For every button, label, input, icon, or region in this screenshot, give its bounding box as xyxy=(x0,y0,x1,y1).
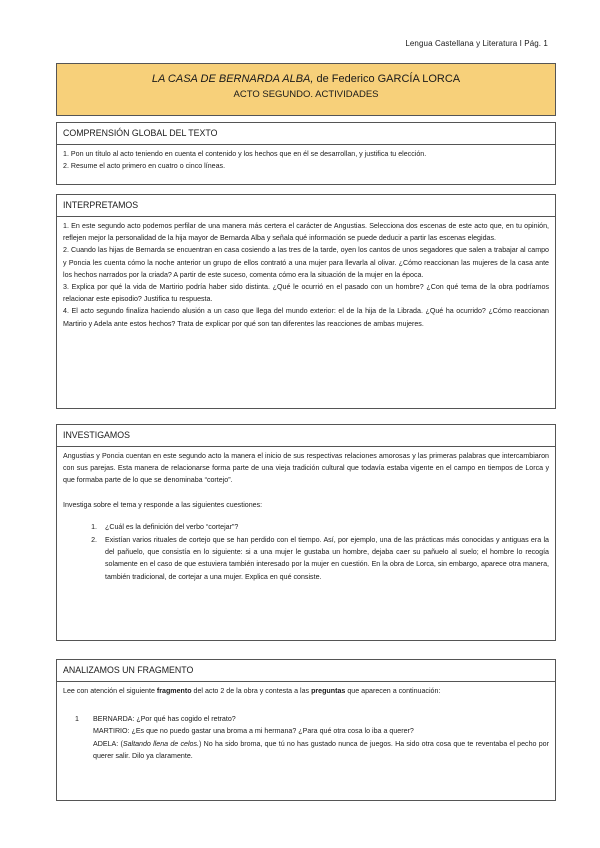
dialogue-line xyxy=(93,738,549,762)
text-run: ADELA: ( xyxy=(93,739,123,748)
document-title xyxy=(57,73,555,85)
section-investigamos xyxy=(56,424,556,641)
section-fragmento xyxy=(56,659,556,801)
section-heading: INVESTIGAMOS xyxy=(57,425,555,447)
intro-paragraph: Angustias y Poncia cuentan en este segundo acto la manera el inicio de sus respectivas relaciones amorosas y las primeras palabras que intercambiaron con sus parejas. Esta manera de relacionarse forma parte de una vieja tradición cultural que todavía estaba vigente en el campo en tiempos de Lorca y que formaba parte de lo que se denominaba “cortejo”. xyxy=(63,452,549,485)
dialogue-line: BERNARDA: ¿Por qué has cogido el retrato? xyxy=(93,715,236,724)
text-run: del acto 2 de la obra y contesta a las xyxy=(191,687,312,695)
document-subtitle: ACTO SEGUNDO. ACTIVIDADES xyxy=(233,89,379,100)
fragment-lines xyxy=(93,713,549,762)
stage-direction: Saltando llena de celos. xyxy=(122,739,200,748)
section-body xyxy=(57,145,555,176)
question-item: 2. Existían varios rituales de cortejo que se han perdido con el tiempo. Así, por ejemplo, una de las prácticas más conocidas y antiguas era la del pañuelo, que consistía en lo siguiente: si a una mujer le gustaba un hombre, dejaba caer su pañuelo al suelo; el hombre lo recogía solamente en el caso de que estuviera también interesado por la mujer en cuestión. En la obra de Lorca, sin embargo, aparece otra manera, también tradicional, de cortejar a una mujer. Explica en qué consiste. xyxy=(99,534,549,583)
page-header: Lengua Castellana y Literatura I Pág. 1 xyxy=(405,39,548,48)
text-run: que aparecen a continuación: xyxy=(345,687,441,695)
section-heading: INTERPRETAMOS xyxy=(57,195,555,217)
question-item: 1. ¿Cuál es la definición del verbo “cortejar”? xyxy=(99,521,549,533)
question-item: 4. El acto segundo finaliza haciendo alusión a un caso que llega del mundo exterior: el de la hija de la Librada. ¿Qué ha ocurrido? ¿Cómo reaccionan Martirio y Adela ante estos hechos? Trata de explicar por qué son tan diferentes las reacciones de ambas mujeres. xyxy=(63,307,549,328)
section-body xyxy=(57,682,555,766)
instruction: Investiga sobre el tema y responde a las siguientes cuestiones: xyxy=(63,500,263,509)
question-item: 2. Cuando las hijas de Bernarda se encuentran en casa cosiendo a las tres de la tarde, oyen los cantos de unos segadores que salen a trabajar al campo y Poncia les cuenta cómo la noche anterior un grupo de ellos contrató a una mujer para llevarla al olivar. ¿Cómo reaccionan las mujeres de la casa ante los hechos narrados por la criada? A partir de este suceso, comenta cómo era la situación de la mujer en la época. xyxy=(63,246,549,279)
question-list xyxy=(63,521,549,583)
section-heading: COMPRENSIÓN GLOBAL DEL TEXTO xyxy=(57,123,555,145)
section-body xyxy=(57,447,555,588)
question-item: 1. Pon un título al acto teniendo en cuenta el contenido y los hechos que en él se desarrollan, y justifica tu elección. xyxy=(63,150,427,158)
fragment-number: 1 xyxy=(75,715,79,724)
section-comprension xyxy=(56,122,556,185)
bold-text: fragmento xyxy=(156,687,192,695)
fragment xyxy=(63,713,549,762)
section-body xyxy=(57,217,555,334)
instruction xyxy=(63,685,549,697)
question-item: 2. Resume el acto primero en cuatro o cinco líneas. xyxy=(63,162,226,171)
bold-text: preguntas xyxy=(311,687,346,695)
text-run: Lee con atención el siguiente xyxy=(63,687,157,695)
title-box xyxy=(56,63,556,116)
section-heading: ANALIZAMOS UN FRAGMENTO xyxy=(57,660,555,682)
dialogue-line: MARTIRIO: ¿Es que no puedo gastar una broma a mi hermana? ¿Para qué otra cosa lo iba a querer? xyxy=(93,727,414,736)
question-item: 1. En este segundo acto podemos perfilar de una manera más certera el carácter de Angustias. Selecciona dos escenas de este acto que, en tu opinión, reflejen mejor la personalidad de la hija mayor de Bernarda Alba y señala qué información se puede deducir a partir las escenas elegidas. xyxy=(63,222,549,243)
section-interpretamos xyxy=(56,194,556,409)
author: de Federico GARCÍA LORCA xyxy=(313,73,461,85)
work-title: LA CASA DE BERNARDA ALBA, xyxy=(151,73,314,85)
question-item: 3. Explica por qué la vida de Martirio podría haber sido distinta. ¿Qué le ocurrió en el pasado con un hombre? ¿Con qué tema de la obra podríamos relacionar este episodio? Justifica tu respuesta. xyxy=(63,283,549,304)
text-run: ) No ha sido broma, que tú no has gustado nunca de juegos. Ha sido otra cosa que te reventaba el pecho por querer salir. Dilo ya claramente. xyxy=(93,739,549,760)
